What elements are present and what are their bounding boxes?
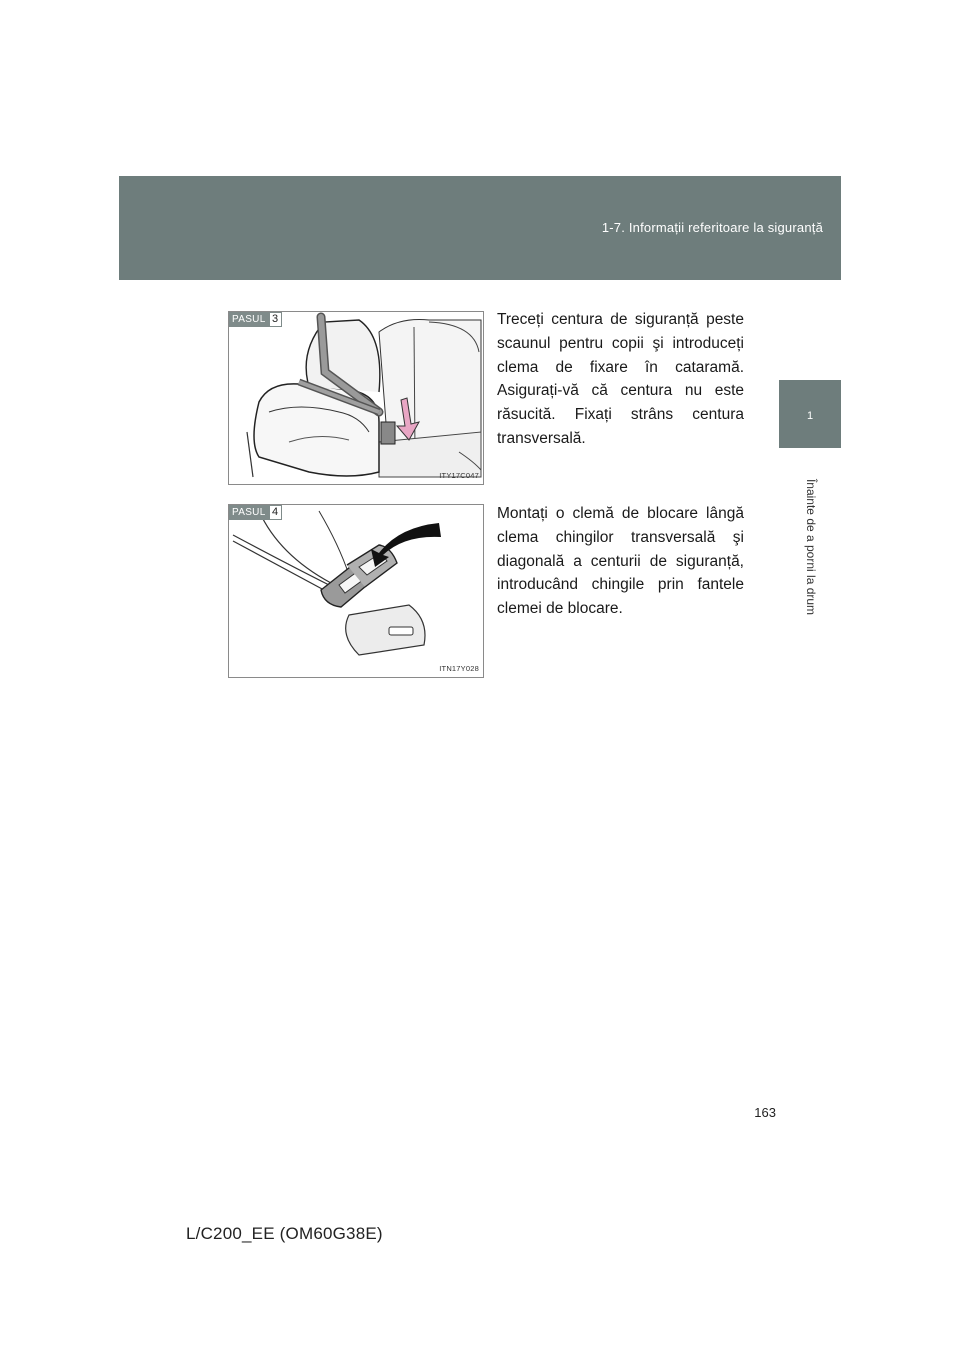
step-badge (229, 312, 282, 327)
step-badge-number: 4 (269, 505, 282, 520)
step-badge-word: PASUL (229, 312, 269, 327)
step-badge (229, 505, 282, 520)
figure-code: ITN17Y028 (439, 664, 479, 673)
locking-clip-illustration (229, 505, 483, 677)
chapter-number: 1 (806, 410, 814, 422)
section-title: 1-7. Informații referitoare la siguranță (601, 220, 823, 235)
step-4-text: Montați o clemă de blocare lângă clema chingilor transversală şi diagonală a centurii de siguranță, introducând chingile prin fantele clemei de blocare. (497, 505, 744, 618)
figure-code: ITY17C047 (439, 471, 479, 480)
chapter-tab (779, 380, 841, 448)
chapter-label: Înainte de a porni la drum (804, 478, 818, 616)
page-number: 163 (754, 1105, 776, 1120)
manual-code: L/C200_EE (OM60G38E) (186, 1224, 383, 1243)
child-seat-illustration (229, 312, 483, 484)
step-3-text: Treceți centura de siguranță peste scaunul pentru copii şi introduceți clema de fixare în cataramă. Asigurați-vă că centura nu este răsucită. Fixați strâns centura transversală. (497, 311, 744, 447)
step-4-figure (228, 504, 484, 678)
step-3-figure (228, 311, 484, 485)
step-badge-number: 3 (269, 312, 282, 327)
section-header-band (119, 176, 841, 280)
step-badge-word: PASUL (229, 505, 269, 520)
